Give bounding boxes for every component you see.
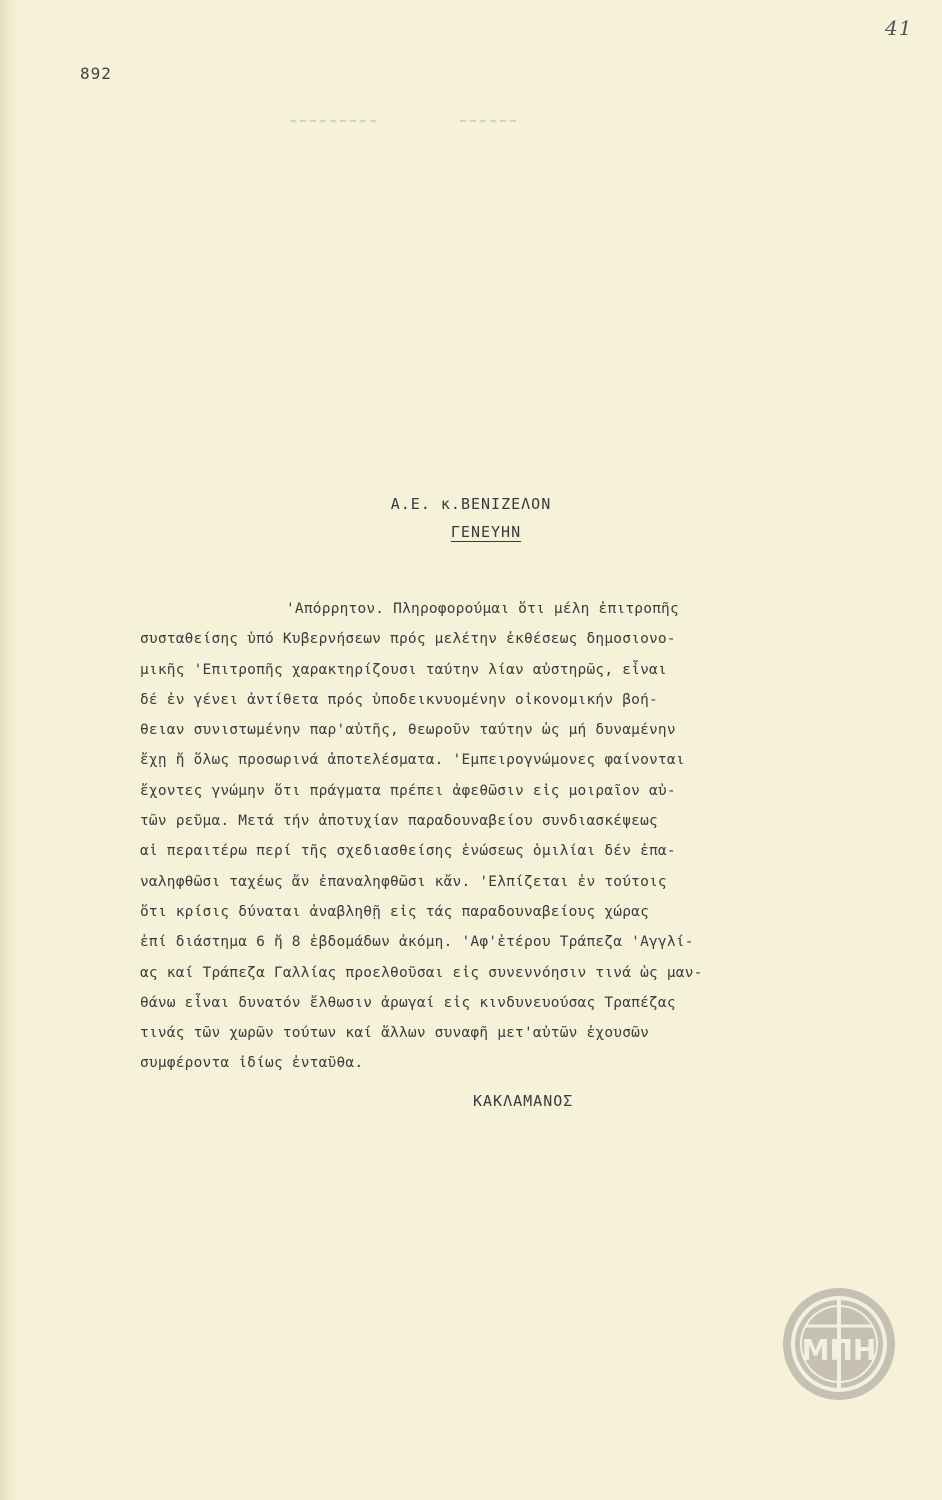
body-line: ας καί Τράπεζα Γαλλίας προελθοῦσαι εἰς συνεννόησιν τινά ὡς μαν-: [140, 964, 703, 981]
body-line: δέ ἐν γένει ἀντίθετα πρός ὑποδεικνυομένην οἰκονομικήν βοή-: [140, 691, 658, 708]
page-number: 892: [80, 64, 112, 83]
body-line: 'Απόρρητον. Πληροφορούμαι ὅτι μέλη ἐπιτροπῆς: [286, 601, 679, 617]
body-line: συσταθείσης ὑπό Κυβερνήσεων πρός μελέτην ἐκθέσεως δημοσιονο-: [140, 631, 676, 648]
faint-bleed-mark: [290, 120, 380, 122]
recipient-line: Α.Ε. κ.ΒΕΝΙΖΕΛΟΝ: [390, 495, 552, 513]
address-block: [0, 490, 942, 546]
body-line: αἱ περαιτέρω περί τῆς σχεδιασθείσης ἑνώσεως ὁμιλίαι δέν ἐπα-: [140, 843, 676, 860]
faint-bleed-mark: [460, 120, 520, 122]
body-line: μικῆς 'Επιτροπῆς χαρακτηρίζουσι ταύτην λίαν αὐστηρῶς, εἶναι: [140, 661, 667, 678]
body-line: θάνω εἶναι δυνατόν ἔλθωσιν ἀρωγαί εἰς κινδυνευούσας Τραπέζας: [140, 994, 676, 1011]
body-line: ἔχῃ ἤ ὅλως προσωρινά ἀποτελέσματα. 'Εμπειρογνώμονες φαίνονται: [140, 752, 685, 769]
body-line: τινάς τῶν χωρῶν τούτων καί ἄλλων συναφῆ μετ'αὐτῶν ἐχουσῶν: [140, 1025, 649, 1042]
archive-seal-icon: [781, 1286, 897, 1402]
body-line: ἔχοντες γνώμην ὅτι πράγματα πρέπει ἀφεθῶσιν εἰς μοιραῖον αὐ-: [140, 782, 676, 799]
svg-text:ΜΠΗ: ΜΠΗ: [801, 1334, 877, 1367]
body-line: ναληφθῶσι ταχέως ἄν ἐπαναληφθῶσι κἄν. 'Ελπίζεται ἐν τούτοις: [140, 873, 667, 890]
body-line: τῶν ρεῦμα. Μετά τήν ἀποτυχίαν παραδουναβείου συνδιασκέψεως: [140, 813, 658, 830]
body-line: ἐπί διάστημα 6 ἤ 8 ἑβδομάδων ἀκόμη. 'Αφ'ἑτέρου Τράπεζα 'Αγγλί-: [140, 934, 694, 951]
handwritten-folio-number: 41: [885, 16, 913, 40]
signature: ΚΑΚΛΑΜΑΝΟΣ: [473, 1092, 574, 1110]
telegram-body: [140, 594, 870, 1079]
body-line: ὅτι κρίσις δύναται ἀναβληθῇ εἰς τάς παραδουναβείους χώρας: [140, 903, 649, 920]
destination-line: ΓΕΝΕΥΗΝ: [450, 523, 522, 541]
paper-edge-shading: [0, 0, 18, 1500]
body-line: θειαν συνιστωμένην παρ'αὐτῆς, θεωροῦν ταύτην ὡς μή δυναμένην: [140, 722, 676, 739]
body-line: συμφέροντα ἰδίως ἐνταῦθα.: [140, 1055, 364, 1072]
